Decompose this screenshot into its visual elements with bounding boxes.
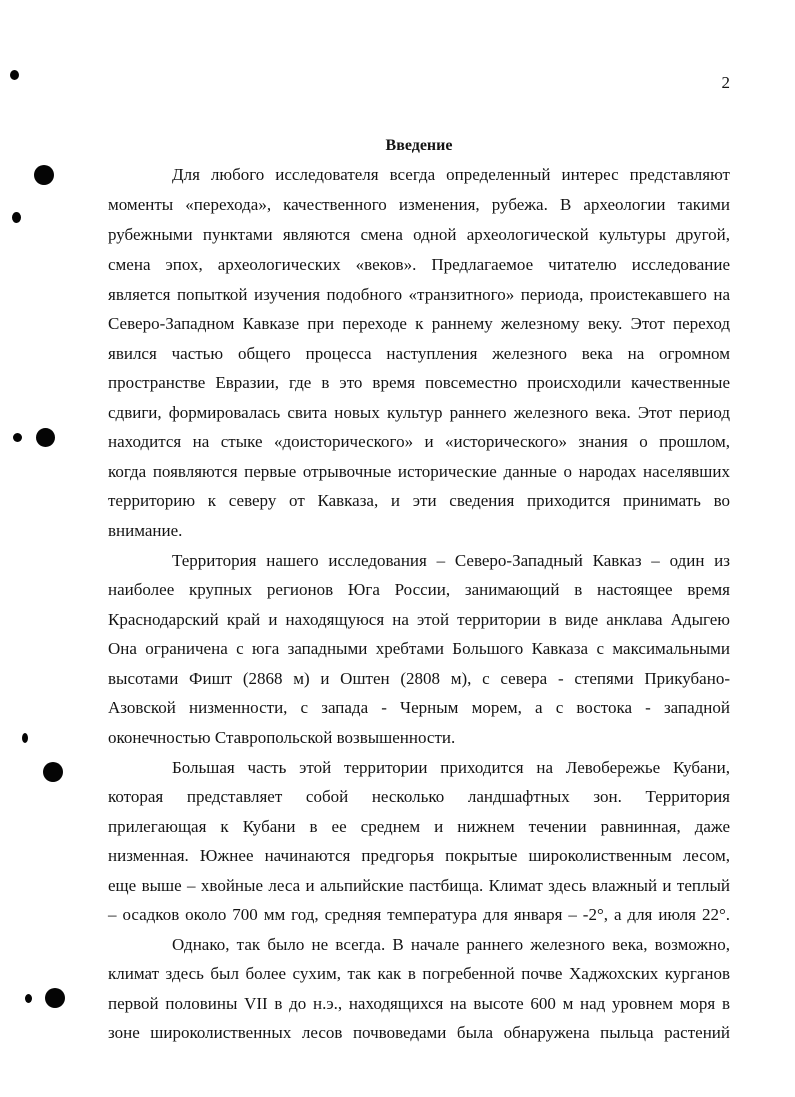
section-heading: Введение xyxy=(385,137,453,154)
punch-hole-mark xyxy=(25,994,32,1003)
punch-hole-mark xyxy=(36,428,55,447)
text-line: моменты «перехода», качественного изменения, рубежа. В археологии такими xyxy=(108,195,730,214)
punch-hole-mark xyxy=(13,433,22,442)
text-line: высотами Фишт (2868 м) и Оштен (2808 м), с севера - степями Прикубано- xyxy=(108,669,730,688)
text-line: прилегающая к Кубани в ее среднем и нижнем течении равнинная, даже xyxy=(108,817,730,836)
text-line: Для любого исследователя всегда определенный интерес представляют xyxy=(172,165,730,184)
text-line: низменная. Южнее начинаются предгорья покрытые широколиственным лесом, xyxy=(108,846,730,865)
text-line: пространстве Евразии, где в это время повсеместно происходили качественные xyxy=(108,373,730,392)
text-line: сдвиги, формировалась свита новых культур раннего железного века. Этот период xyxy=(108,403,730,422)
text-line: наиболее крупных регионов Юга России, занимающий в настоящее время xyxy=(108,580,730,599)
text-line: первой половины VII в до н.э., находящихся на высоте 600 м над уровнем моря в xyxy=(108,994,730,1013)
text-line: Азовской низменности, с запада - Черным морем, а с востока - западной xyxy=(108,698,730,717)
text-line: Однако, так было не всегда. В начале раннего железного века, возможно, xyxy=(172,935,730,954)
text-line: Северо-Западном Кавказе при переходе к раннему железному веку. Этот переход xyxy=(108,314,730,333)
text-line: оконечностью Ставропольской возвышенности. xyxy=(108,728,456,747)
text-line: явился частью общего процесса наступления железного века на огромном xyxy=(108,344,730,363)
page-number: 2 xyxy=(721,73,730,92)
punch-hole-mark xyxy=(45,988,65,1008)
text-line: которая представляет собой несколько ландшафтных зон. Территория xyxy=(108,787,730,806)
text-line: Большая часть этой территории приходится на Левобережье Кубани, xyxy=(172,758,730,777)
text-line: внимание. xyxy=(108,521,183,540)
punch-hole-mark xyxy=(10,70,19,80)
text-line: рубежными пунктами являются смена одной археологической культуры другой, xyxy=(108,225,730,244)
text-line: климат здесь был более сухим, так как в погребенной почве Хаджохских курганов xyxy=(108,964,730,983)
text-line: является попыткой изучения подобного «транзитного» периода, проистекавшего на xyxy=(108,285,730,304)
text-line: смена эпох, археологических «веков». Предлагаемое читателю исследование xyxy=(108,255,730,274)
punch-hole-mark xyxy=(12,212,21,223)
text-line: – осадков около 700 мм год, средняя температура для января – -2°, а для июля 22°. xyxy=(108,905,730,924)
text-line: Она ограничена с юга западными хребтами Большого Кавказа с максимальными xyxy=(108,639,730,658)
text-line: еще выше – хвойные леса и альпийские пастбища. Климат здесь влажный и теплый xyxy=(108,876,730,895)
text-line: когда появляются первые отрывочные исторические данные о народах населявших xyxy=(108,462,730,481)
punch-hole-mark xyxy=(22,733,28,743)
text-line: территорию к северу от Кавказа, и эти сведения приходится принимать во xyxy=(108,491,730,510)
text-line: находится на стыке «доисторического» и «исторического» знания о прошлом, xyxy=(108,432,730,451)
punch-hole-mark xyxy=(34,165,54,185)
punch-hole-mark xyxy=(43,762,63,782)
text-line: Краснодарский край и находящуюся на этой территории в виде анклава Адыгею xyxy=(108,610,730,629)
text-line: зоне широколиственных лесов почвоведами была обнаружена пыльца растений xyxy=(108,1023,730,1042)
text-line: Территория нашего исследования – Северо-Западный Кавказ – один из xyxy=(172,551,730,570)
